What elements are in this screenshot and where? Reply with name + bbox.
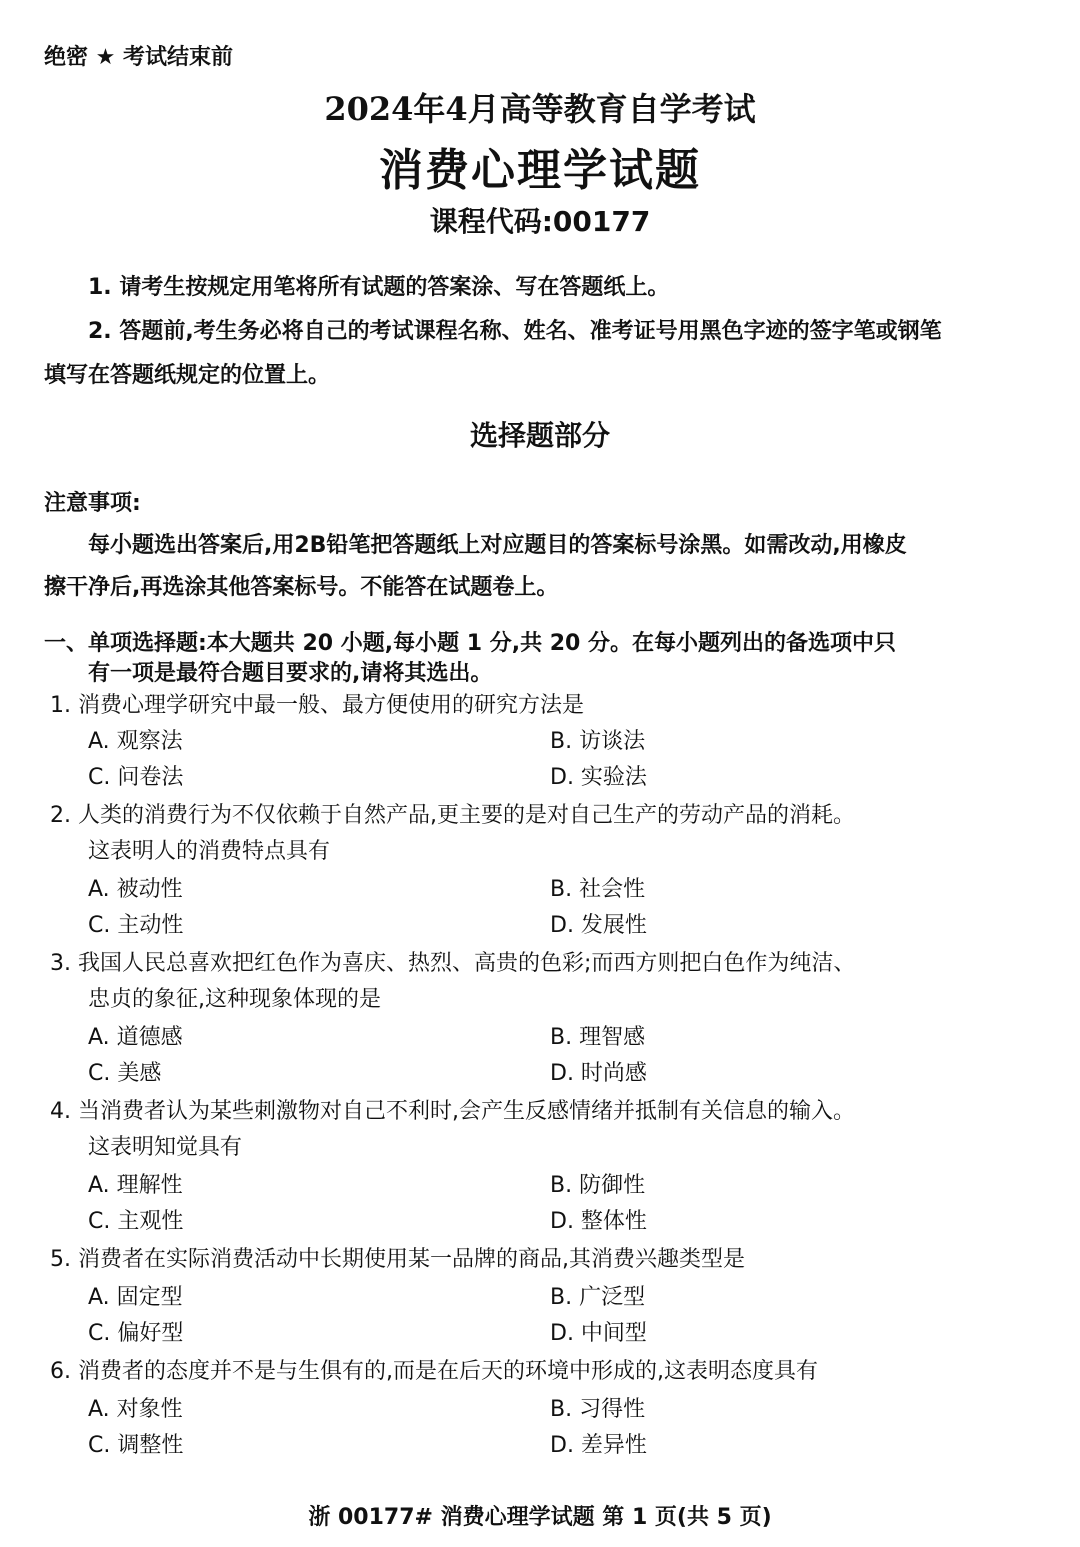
question-4-option-a: A. 理解性 xyxy=(88,1173,183,1198)
notes-label: 注意事项: xyxy=(44,491,141,516)
confidential-label: 绝密 ★ 考试结束前 xyxy=(44,45,234,70)
question-3-stem-cont: 忠贞的象征,这种现象体现的是 xyxy=(88,987,381,1012)
question-6-stem: 6. 消费者的态度并不是与生俱有的,而是在后天的环境中形成的,这表明态度具有 xyxy=(50,1359,818,1384)
instruction-2: 2. 答题前,考生务必将自己的考试课程名称、姓名、准考证号用黑色字迹的签字笔或钢笔 xyxy=(88,319,942,344)
notes-line-2: 擦干净后,再选涂其他答案标号。不能答在试题卷上。 xyxy=(44,575,559,600)
part-heading-line-1: 一、单项选择题:本大题共 20 小题,每小题 1 分,共 20 分。在每小题列出的备选项中只 xyxy=(44,631,897,656)
question-3-option-c: C. 美感 xyxy=(88,1061,162,1086)
question-5-option-c: C. 偏好型 xyxy=(88,1321,184,1346)
question-5-option-a: A. 固定型 xyxy=(88,1285,183,1310)
notes-line-1: 每小题选出答案后,用2B铅笔把答题纸上对应题目的答案标号涂黑。如需改动,用橡皮 xyxy=(88,533,907,558)
question-3-option-a: A. 道德感 xyxy=(88,1025,183,1050)
question-5-stem: 5. 消费者在实际消费活动中长期使用某一品牌的商品,其消费兴趣类型是 xyxy=(50,1247,745,1272)
course-code: 课程代码:00177 xyxy=(429,205,651,238)
question-2-option-c: C. 主动性 xyxy=(88,913,184,938)
question-5-option-b: B. 广泛型 xyxy=(550,1285,646,1310)
question-4-option-d: D. 整体性 xyxy=(550,1209,647,1234)
question-3-option-d: D. 时尚感 xyxy=(550,1061,647,1086)
question-1-option-d: D. 实验法 xyxy=(550,765,647,790)
part-heading-line-2: 有一项是最符合题目要求的,请将其选出。 xyxy=(88,661,493,686)
question-3-stem: 3. 我国人民总喜欢把红色作为喜庆、热烈、高贵的色彩;而西方则把白色作为纯洁、 xyxy=(50,951,856,976)
question-1-stem: 1. 消费心理学研究中最一般、最方便使用的研究方法是 xyxy=(50,693,584,718)
question-1-option-a: A. 观察法 xyxy=(88,729,183,754)
instruction-1: 1. 请考生按规定用笔将所有试题的答案涂、写在答题纸上。 xyxy=(88,275,670,300)
section-title: 选择题部分 xyxy=(469,419,610,452)
question-4-stem: 4. 当消费者认为某些刺激物对自己不利时,会产生反感情绪并抵制有关信息的输入。 xyxy=(50,1099,855,1124)
question-6-option-a: A. 对象性 xyxy=(88,1397,183,1422)
question-1-option-b: B. 访谈法 xyxy=(550,729,646,754)
question-3-option-b: B. 理智感 xyxy=(550,1025,646,1050)
question-1-option-c: C. 问卷法 xyxy=(88,765,184,790)
question-5-option-d: D. 中间型 xyxy=(550,1321,647,1346)
question-6-option-b: B. 习得性 xyxy=(550,1397,646,1422)
question-2-option-a: A. 被动性 xyxy=(88,877,183,902)
question-6-option-d: D. 差异性 xyxy=(550,1433,647,1458)
question-2-stem: 2. 人类的消费行为不仅依赖于自然产品,更主要的是对自己生产的劳动产品的消耗。 xyxy=(50,803,855,828)
question-4-option-b: B. 防御性 xyxy=(550,1173,646,1198)
instruction-2-cont: 填写在答题纸规定的位置上。 xyxy=(44,363,331,388)
question-2-stem-cont: 这表明人的消费特点具有 xyxy=(88,839,331,864)
question-4-stem-cont: 这表明知觉具有 xyxy=(88,1135,243,1160)
page-footer: 浙 00177# 消费心理学试题 第 1 页(共 5 页) xyxy=(308,1505,772,1530)
question-4-option-c: C. 主观性 xyxy=(88,1209,184,1234)
question-2-option-d: D. 发展性 xyxy=(550,913,647,938)
question-2-option-b: B. 社会性 xyxy=(550,877,646,902)
question-6-option-c: C. 调整性 xyxy=(88,1433,184,1458)
exam-title: 2024年4月高等教育自学考试 xyxy=(324,90,756,128)
paper-title: 消费心理学试题 xyxy=(379,145,701,196)
